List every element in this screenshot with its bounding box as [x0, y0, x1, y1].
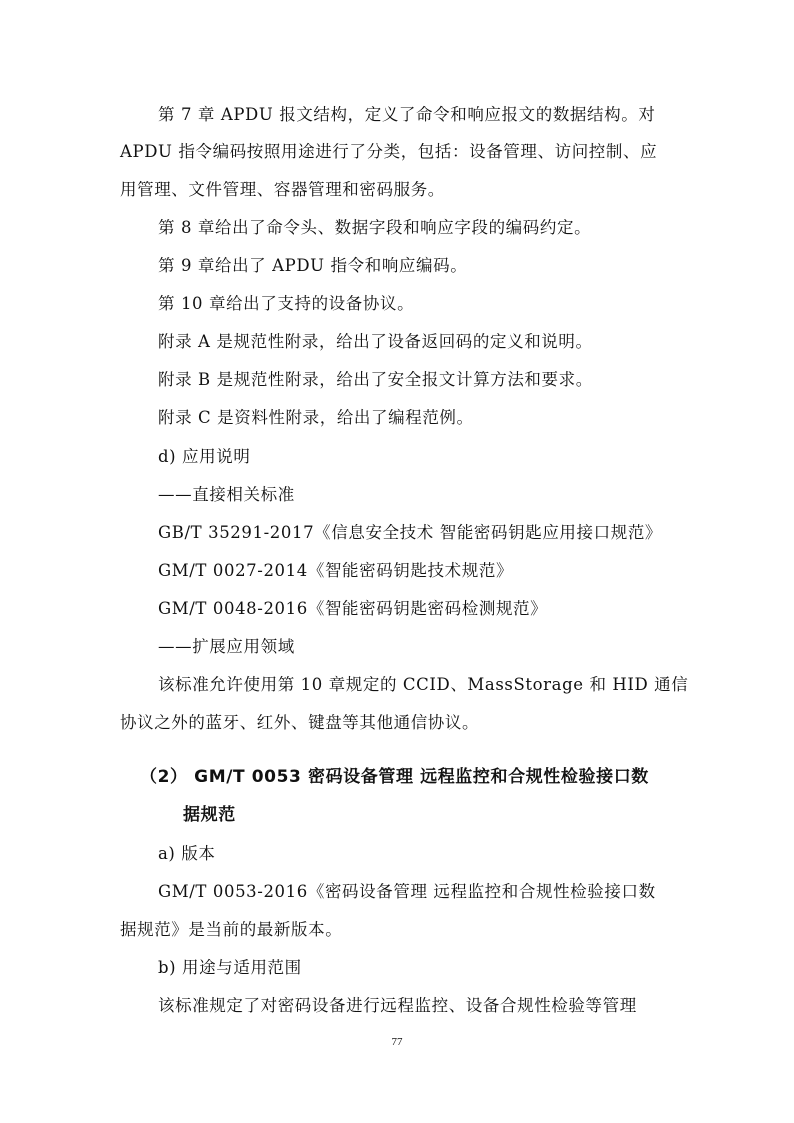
- paragraph-line: 协议之外的蓝牙、红外、键盘等其他通信协议。: [120, 713, 480, 732]
- paragraph-line: 附录 A 是规范性附录，给出了设备返回码的定义和说明。: [158, 332, 593, 351]
- paragraph-line: 附录 C 是资料性附录，给出了编程范例。: [158, 408, 474, 427]
- paragraph-line: GM/T 0053-2016《密码设备管理 远程监控和合规性检验接口数: [158, 882, 656, 901]
- paragraph-line: 该标准允许使用第 10 章规定的 CCID、MassStorage 和 HID 通信: [158, 675, 689, 694]
- reference-line: GB/T 35291-2017《信息安全技术 智能密码钥匙应用接口规范》: [158, 523, 663, 542]
- paragraph-line: APDU 指令编码按照用途进行了分类，包括：设备管理、访问控制、应: [120, 142, 658, 161]
- list-item-label: d) 应用说明: [158, 447, 251, 466]
- paragraph-line: 该标准规定了对密码设备进行远程监控、设备合规性检验等管理: [158, 996, 637, 1015]
- paragraph-line: 第 10 章给出了支持的设备协议。: [158, 294, 415, 313]
- page-number: 77: [391, 1036, 403, 1048]
- paragraph-line: 第 8 章给出了命令头、数据字段和响应字段的编码约定。: [158, 218, 592, 237]
- section-heading-continued: 据规范: [183, 805, 236, 825]
- paragraph-line: 用管理、文件管理、容器管理和密码服务。: [120, 180, 445, 199]
- paragraph-line: 附录 B 是规范性附录，给出了安全报文计算方法和要求。: [158, 370, 593, 389]
- subheading-line: ——扩展应用领域: [158, 637, 295, 656]
- subheading-line: ——直接相关标准: [158, 485, 295, 504]
- reference-line: GM/T 0027-2014《智能密码钥匙技术规范》: [158, 561, 514, 580]
- list-item-label: b) 用途与适用范围: [158, 958, 302, 977]
- paragraph-line: 据规范》是当前的最新版本。: [120, 920, 343, 939]
- section-heading: （2） GM/T 0053 密码设备管理 远程监控和合规性检验接口数: [140, 767, 649, 787]
- paragraph-line: 第 7 章 APDU 报文结构，定义了命令和响应报文的数据结构。对: [158, 105, 656, 124]
- paragraph-line: 第 9 章给出了 APDU 指令和响应编码。: [158, 256, 468, 275]
- reference-line: GM/T 0048-2016《智能密码钥匙密码检测规范》: [158, 599, 548, 618]
- list-item-label: a) 版本: [158, 844, 216, 863]
